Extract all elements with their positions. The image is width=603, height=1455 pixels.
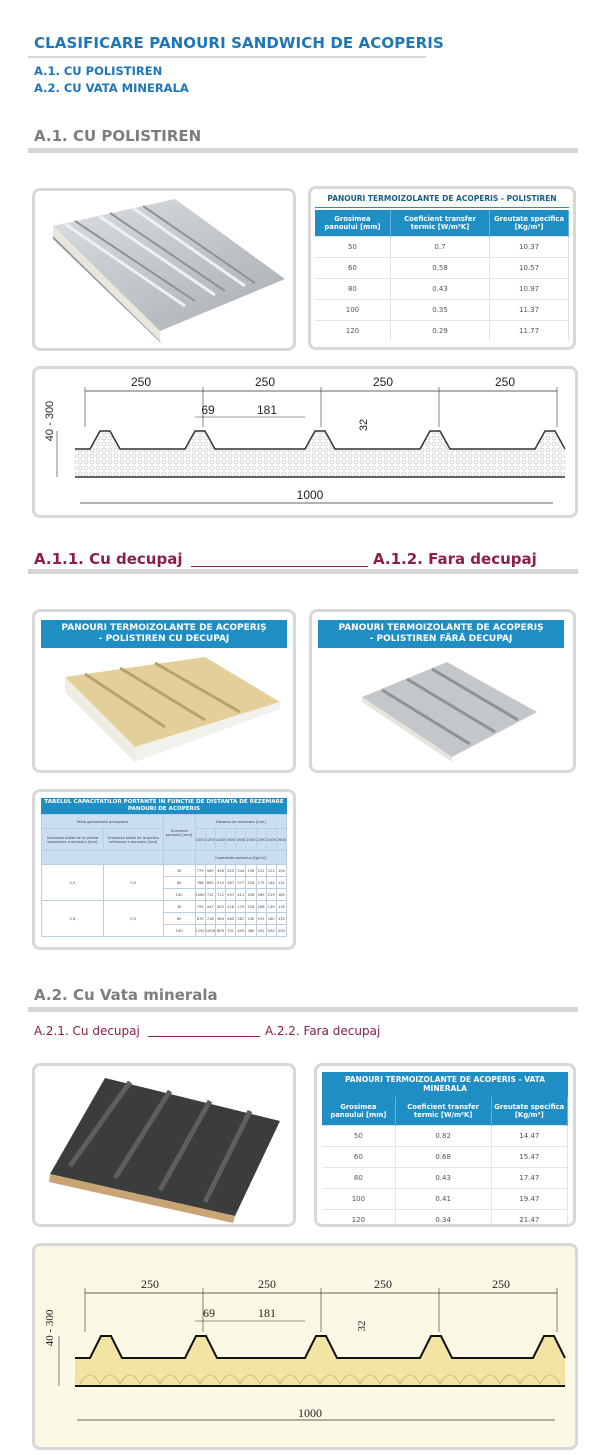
span-label: 250 bbox=[141, 1277, 159, 1291]
total-width-label: 1000 bbox=[298, 1406, 322, 1420]
table-row: 60 0.58 10.57 bbox=[315, 257, 569, 278]
thickness-label: 40 - 300 bbox=[44, 400, 56, 442]
nav-link-vata-minerala[interactable]: A.2. CU VATA MINERALA bbox=[34, 81, 189, 95]
table-row: 100 1060 712 712 557 411 326 265 219 185 bbox=[42, 889, 287, 901]
col-capacitate: Capacitate portanta [Kg/m2] bbox=[195, 851, 286, 865]
col-tabla: Tabla galvanizata prevopsita bbox=[42, 815, 164, 829]
table-row: 50 0.7 10.37 bbox=[315, 236, 569, 257]
col-tabla-sus: Grosimea tablei de la partea superioara a panoului [mm] bbox=[42, 829, 104, 851]
capacity-title: TABELUL CAPACITATILOR PORTANTE IN FUNCTIE DE DISTANTA DE REZEMARE bbox=[44, 799, 284, 805]
distance-col: 1200 bbox=[205, 829, 215, 851]
section-divider bbox=[28, 1007, 578, 1012]
table-row: 100 0.35 11.37 bbox=[315, 299, 569, 320]
polistiren-panel-image bbox=[32, 188, 296, 351]
banner-line: PANOURI TERMOIZOLANTE DE ACOPERIȘ bbox=[61, 623, 267, 633]
table-row: 0,6 0,5 30 793 447 302 228 179 218 168 139 116 bbox=[42, 901, 287, 913]
span-label: 250 bbox=[494, 375, 516, 389]
subsection-separator bbox=[148, 1036, 260, 1037]
rib-width-label: 69 bbox=[201, 403, 215, 417]
valley-width-label: 181 bbox=[256, 403, 278, 417]
subsection-vata-fara-decupaj[interactable]: A.2.2. Fara decupaj bbox=[265, 1024, 381, 1038]
table-row: 60 0.68 15.47 bbox=[322, 1146, 568, 1167]
distance-col: 2200 bbox=[256, 829, 266, 851]
page-title: CLASIFICARE PANOURI SANDWICH DE ACOPERIS bbox=[34, 34, 444, 52]
banner-line: PANOURI TERMOIZOLANTE DE ACOPERIȘ bbox=[338, 623, 544, 633]
nav-link-polistiren[interactable]: A.1. CU POLISTIREN bbox=[34, 64, 163, 78]
distance-col: 1600 bbox=[226, 829, 236, 851]
vata-panel-image bbox=[32, 1063, 296, 1227]
capacity-subtitle: PANOURI DE ACOPERIS bbox=[127, 806, 201, 812]
section-title-polistiren: A.1. CU POLISTIREN bbox=[34, 127, 202, 145]
col-grosime: Grosimea panoului [mm] bbox=[322, 1097, 395, 1125]
col-grosime-panou: Grosimea panoului [mm] bbox=[163, 815, 195, 851]
title-divider bbox=[28, 56, 426, 58]
section-divider bbox=[28, 148, 578, 153]
banner-line: - POLISTIREN FĂRĂ DECUPAJ bbox=[369, 634, 513, 644]
panel-fara-decupaj-card bbox=[309, 609, 576, 773]
span-label: 250 bbox=[258, 1277, 276, 1291]
span-label: 250 bbox=[374, 1277, 392, 1291]
col-distanta: Distanta de rezemare [mm] bbox=[195, 815, 286, 829]
vata-profile-diagram bbox=[32, 1243, 578, 1450]
vata-spec-table bbox=[314, 1063, 576, 1227]
distance-col: 2000 bbox=[246, 829, 256, 851]
banner-line: - POLISTIREN CU DECUPAJ bbox=[98, 634, 230, 644]
panel-cu-decupaj-card bbox=[32, 609, 296, 773]
table-row: 60 788 600 510 367 277 218 175 144 121 bbox=[42, 877, 287, 889]
subsection-vata-cu-decupaj[interactable]: A.2.1. Cu decupaj bbox=[34, 1024, 140, 1038]
section-divider bbox=[28, 569, 578, 574]
distance-col: 1800 bbox=[236, 829, 246, 851]
col-tabla-jos: Grosimea tablei de la partea inferioara a panoului [mm] bbox=[103, 829, 163, 851]
section-title-vata: A.2. Cu Vata minerala bbox=[34, 986, 218, 1004]
total-width-label: 1000 bbox=[296, 488, 324, 502]
distance-col: 2600 bbox=[276, 829, 286, 851]
table-row: 100 0.41 19.47 bbox=[322, 1188, 568, 1209]
table-row: 60 870 718 564 465 287 240 191 160 133 bbox=[42, 913, 287, 925]
col-coeficient: Coeficient transfer termic [W/m²K] bbox=[395, 1097, 491, 1125]
span-label: 250 bbox=[492, 1277, 510, 1291]
table-row: 120 0.29 11.77 bbox=[315, 320, 569, 341]
table-row: 50 0.82 14.47 bbox=[322, 1125, 568, 1146]
col-coeficient: Coeficient transfer termic [W/m²K] bbox=[390, 210, 489, 236]
polistiren-spec-table bbox=[308, 186, 576, 350]
span-label: 250 bbox=[372, 375, 394, 389]
col-greutate: Greutate specifica [Kg/m²] bbox=[490, 210, 569, 236]
table-row: 120 0.34 21.47 bbox=[322, 1209, 568, 1227]
capacity-table bbox=[32, 789, 296, 950]
span-label: 250 bbox=[130, 375, 152, 389]
subsection-separator bbox=[191, 566, 368, 567]
valley-width-label: 181 bbox=[258, 1306, 276, 1320]
subsection-fara-decupaj[interactable]: A.1.2. Fara decupaj bbox=[373, 550, 537, 568]
subsection-cu-decupaj[interactable]: A.1.1. Cu decupaj bbox=[34, 550, 183, 568]
table-title: PANOURI TERMOIZOLANTE DE ACOPERIS - VATA MINERALA bbox=[322, 1072, 568, 1097]
rib-width-label: 69 bbox=[203, 1306, 215, 1320]
col-grosime: Grosimea panoului [mm] bbox=[315, 210, 390, 236]
polistiren-profile-diagram bbox=[32, 366, 578, 518]
rib-height-label: 32 bbox=[356, 1320, 368, 1332]
rib-height-label: 32 bbox=[358, 418, 370, 432]
col-greutate: Greutate specifica [Kg/m²] bbox=[491, 1097, 567, 1125]
distance-col: 1400 bbox=[215, 829, 225, 851]
span-label: 250 bbox=[254, 375, 276, 389]
table-row: 80 0.43 17.47 bbox=[322, 1167, 568, 1188]
table-row: 100 1192 1008 809 701 493 380 291 250 209 bbox=[42, 925, 287, 937]
table-row: 80 0.43 10.97 bbox=[315, 278, 569, 299]
distance-col: 1000 bbox=[195, 829, 205, 851]
distance-col: 2400 bbox=[266, 829, 276, 851]
thickness-label: 40 - 300 bbox=[44, 1309, 56, 1347]
table-title: PANOURI TERMOIZOLANTE DE ACOPERIS - POLISTIREN bbox=[315, 191, 569, 208]
table-row: 0,5 0,5 30 779 585 456 325 244 190 151 121 104 bbox=[42, 865, 287, 877]
